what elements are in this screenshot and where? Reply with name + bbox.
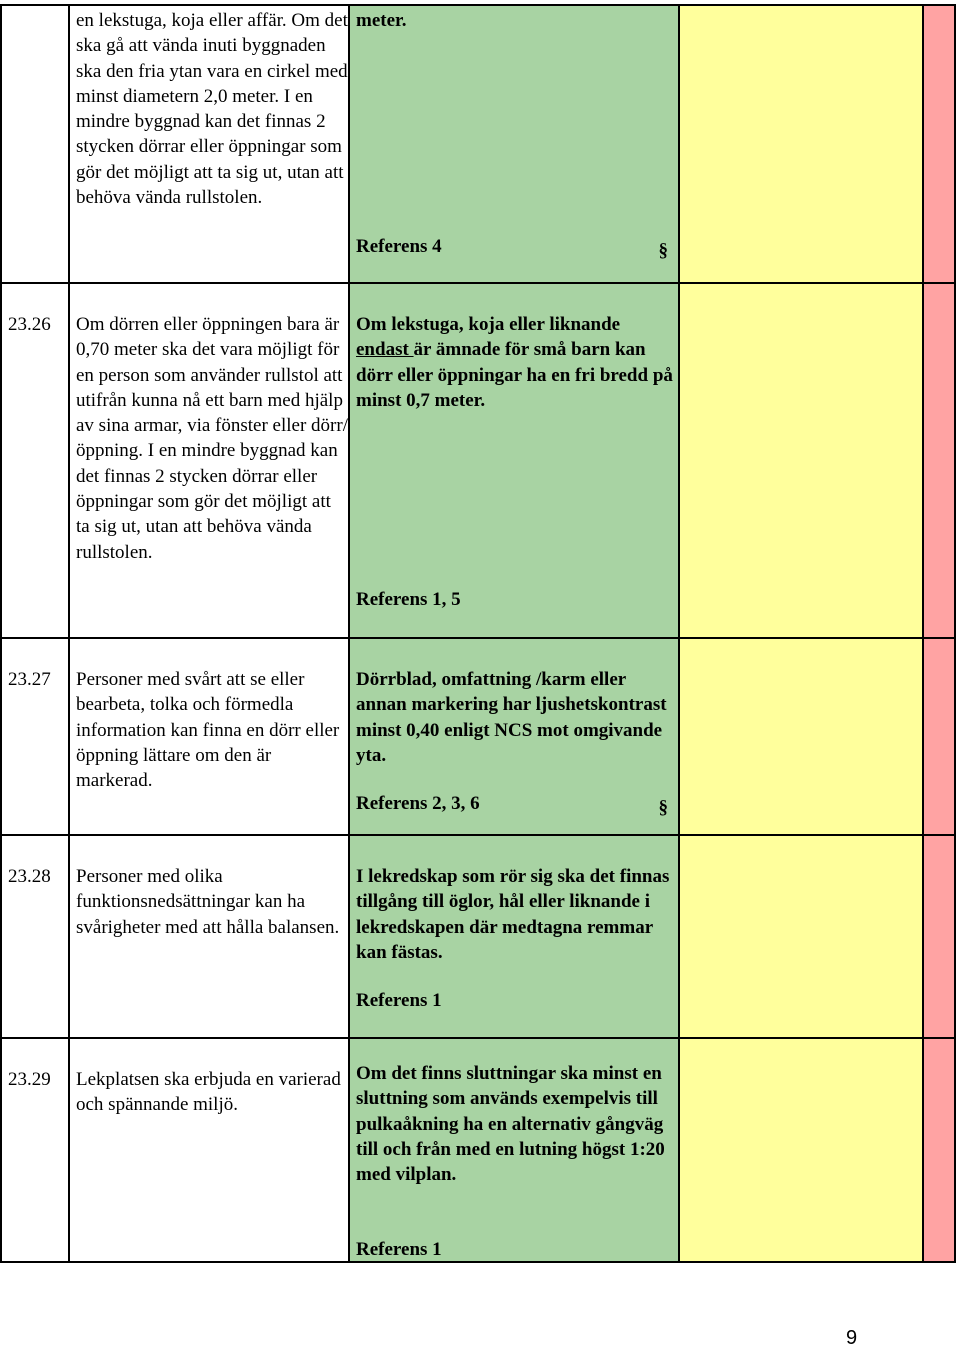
red-column-cell [922, 836, 956, 1039]
table-row [0, 284, 960, 639]
number-cell [0, 284, 68, 639]
requirement-text-start: Om lekstuga, koja eller liknande [356, 314, 621, 335]
description-text: Personer med olika funktionsnedsättningar kan ha svårigheter med att hålla balansen. [76, 866, 340, 938]
row-number: 23.29 [8, 1069, 51, 1090]
requirement-cell [348, 4, 678, 284]
requirement-text: I lekredskap som rör sig ska det finnas tillgång till öglor, hål eller liknande i lekredskapen där medtagna remmar kan fästas. [356, 866, 670, 963]
red-column-cell [922, 639, 956, 836]
page-number: 9 [846, 1327, 858, 1349]
red-column-cell [922, 4, 956, 284]
number-cell [0, 836, 68, 1039]
requirement-cell [348, 836, 678, 1039]
red-column-cell [922, 1039, 956, 1263]
paragraph-icon: § [658, 797, 668, 818]
table-row [0, 639, 960, 836]
description-text: Personer med svårt att se eller bearbeta, tolka och förmedla information kan finna en dörr eller öppning lättare om den är markerad. [76, 669, 340, 792]
description-cell [68, 836, 348, 1039]
table-row [0, 4, 960, 284]
description-cell [68, 4, 348, 284]
number-cell [0, 1039, 68, 1263]
requirement-text: Dörrblad, omfattning /karm eller annan markering har ljushetskontrast minst 0,40 enligt NCS mot omgivande yta. [356, 669, 667, 766]
description-cell [68, 1039, 348, 1263]
table-row [0, 836, 960, 1039]
yellow-column-cell [678, 4, 922, 284]
reference-text: Referens 1 [356, 990, 442, 1011]
table-row [0, 1039, 960, 1263]
number-cell [0, 4, 68, 284]
description-cell [68, 639, 348, 836]
requirement-cell [348, 284, 678, 639]
number-cell [0, 639, 68, 836]
requirement-text: meter. [356, 10, 407, 31]
requirement-text [356, 312, 676, 413]
requirement-cell [348, 639, 678, 836]
row-number: 23.27 [8, 669, 51, 690]
row-number: 23.28 [8, 866, 51, 887]
description-text: en lekstuga, koja eller affär. Om det ska gå att vända inuti byggnaden ska den fria ytan vara en cirkel med minst diametern 2,0 meter. I en mindre byggnad kan det finnas 2 stycken dörrar eller öppningar som gör det möjligt att ta sig ut, utan att behöva vända rullstolen. [76, 10, 348, 209]
description-cell [68, 284, 348, 639]
red-column-cell [922, 284, 956, 639]
requirement-cell [348, 1039, 678, 1263]
description-text: Om dörren eller öppningen bara är 0,70 meter ska det vara möjligt för en person som använder rullstol att utifrån kunna nå ett barn med hjälp av sina armar, via fönster eller dörr/öppning. I en mindre byggnad kan det finnas 2 stycken dörrar eller öppningar som gör det möjligt att ta sig ut, utan att behöva vända rullstolen. [76, 314, 348, 563]
yellow-column-cell [678, 284, 922, 639]
row-number: 23.26 [8, 314, 51, 335]
reference-text: Referens 1 [356, 1239, 442, 1260]
reference-text: Referens 4 [356, 236, 442, 257]
requirement-text: Om det finns sluttningar ska minst en sluttning som används exempelvis till pulkaåkning ha en alternativ gångväg till och från med en lutning högst 1:20 med vilplan. [356, 1063, 665, 1186]
yellow-column-cell [678, 639, 922, 836]
paragraph-icon: § [658, 240, 668, 261]
reference-text: Referens 2, 3, 6 [356, 793, 480, 814]
yellow-column-cell [678, 836, 922, 1039]
description-text: Lekplatsen ska erbjuda en varierad och spännande miljö. [76, 1069, 341, 1116]
yellow-column-cell [678, 1039, 922, 1263]
requirement-text-end: är ämnade för små barn kan dörr eller öppningar ha en fri bredd på minst 0,7 meter. [356, 339, 673, 411]
reference-text: Referens 1, 5 [356, 589, 461, 610]
requirement-underlined-text: endast [356, 339, 414, 361]
